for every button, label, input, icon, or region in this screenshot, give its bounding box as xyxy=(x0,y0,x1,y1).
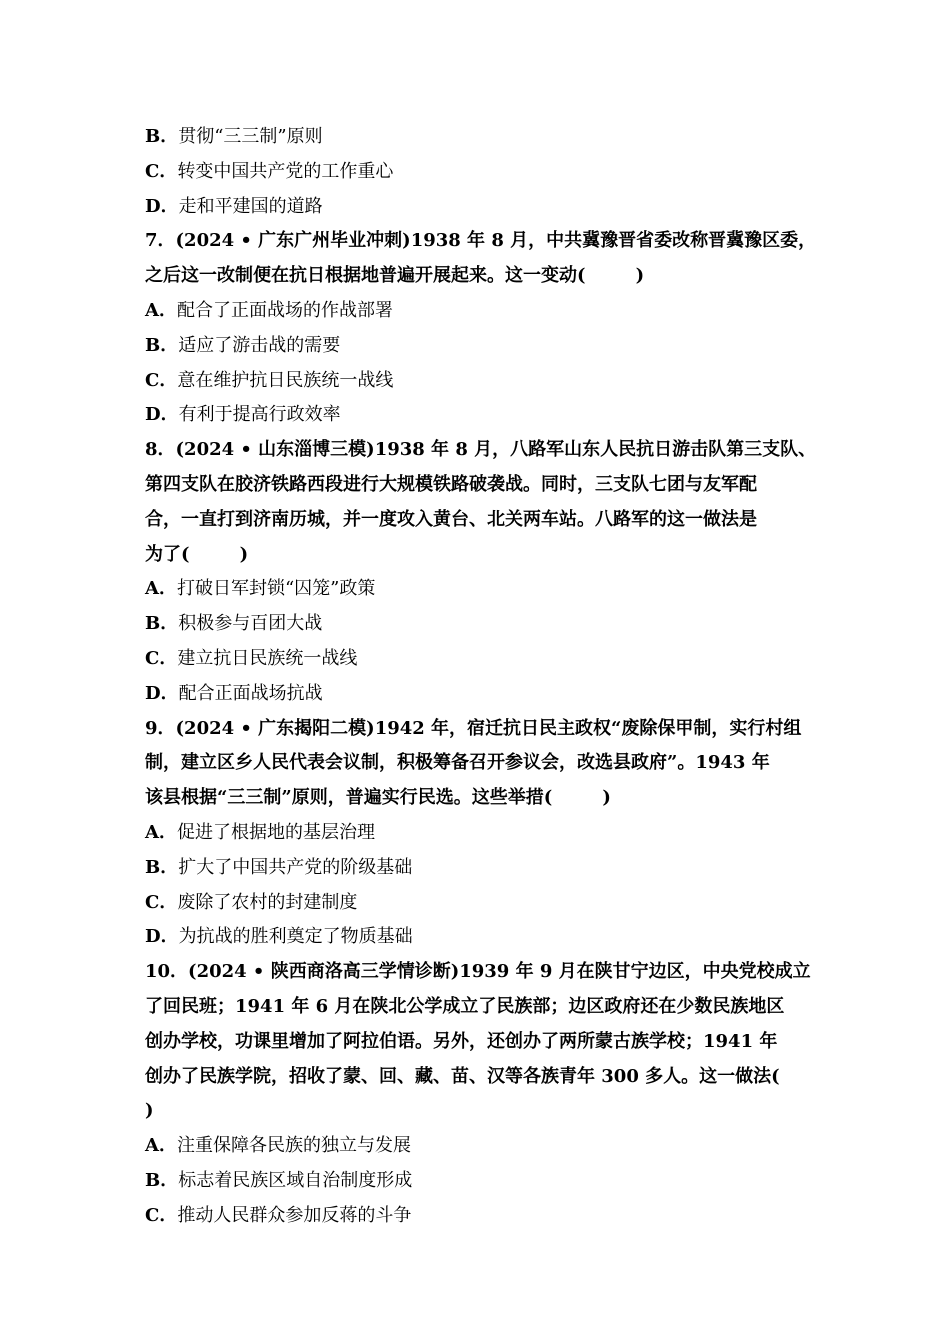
option-10b: B．标志着民族区域自治制度形成 xyxy=(145,1169,413,1191)
option-6c: C．转变中国共产党的工作重心 xyxy=(145,160,394,182)
question-9 xyxy=(145,712,810,956)
option-9d: D．为抗战的胜利奠定了物质基础 xyxy=(145,926,413,948)
question-9-stem-line-1: 9．(2024 • 广东揭阳二模)1942 年，宿迁抗日民主政权“废除保甲制，实行村组 xyxy=(145,717,802,739)
option-6b: B．贯彻“三三制”原则 xyxy=(145,126,323,147)
question-10 xyxy=(145,955,810,1233)
option-7d: D．有利于提高行政效率 xyxy=(145,404,341,426)
question-6-options xyxy=(145,120,810,224)
option-9b: B．扩大了中国共产党的阶级基础 xyxy=(145,856,413,878)
option-6d: D．走和平建国的道路 xyxy=(145,195,323,217)
option-9a: A．促进了根据地的基层治理 xyxy=(145,821,375,843)
option-7b: B．适应了游击战的需要 xyxy=(145,334,341,356)
question-10-stem-line-5: ) xyxy=(145,1100,154,1122)
question-10-stem-line-3: 创办学校，功课里增加了阿拉伯语。另外，还创办了两所蒙古族学校；1941 年 xyxy=(145,1030,778,1052)
exam-page xyxy=(145,120,817,1234)
question-9-stem-line-2: 制，建立区乡人民代表会议制，积极筹备召开参议会，改选县政府”。1943 年 xyxy=(145,752,770,774)
question-8-stem-line-4: 为了( ) xyxy=(145,543,249,565)
question-8-stem-line-1: 8．(2024 • 山东淄博三模)1938 年 8 月，八路军山东人民抗日游击队第三支队、 xyxy=(145,439,817,461)
question-7-stem-line-2: 之后这一改制便在抗日根据地普遍开展起来。这一变动( ) xyxy=(145,265,645,287)
question-8-stem-line-2: 第四支队在胶济铁路西段进行大规模铁路破袭战。同时，三支队七团与友军配 xyxy=(145,473,757,495)
option-10a: A．注重保障各民族的独立与发展 xyxy=(145,1135,411,1157)
option-8b: B．积极参与百团大战 xyxy=(145,613,323,635)
question-10-stem-line-1: 10．(2024 • 陕西商洛高三学情诊断)1939 年 9 月在陕甘宁边区，中央党校成立 xyxy=(145,961,811,983)
question-10-stem-line-2: 了回民班；1941 年 6 月在陕北公学成立了民族部；边区政府还在少数民族地区 xyxy=(145,995,785,1017)
option-10c: C．推动人民群众参加反蒋的斗争 xyxy=(145,1204,412,1226)
question-8-stem-line-3: 合，一直打到济南历城，并一度攻入黄台、北关两车站。八路军的这一做法是 xyxy=(145,508,757,530)
option-7c: C．意在维护抗日民族统一战线 xyxy=(145,369,394,391)
question-7-stem-line-1: 7．(2024 • 广东广州毕业冲刺)1938 年 8 月，中共冀豫晋省委改称晋冀豫区委， xyxy=(145,230,817,252)
option-9c: C．废除了农村的封建制度 xyxy=(145,891,358,913)
option-8d: D．配合正面战场抗战 xyxy=(145,682,323,704)
option-7a: A．配合了正面战场的作战部署 xyxy=(145,299,393,321)
question-10-stem-line-4: 创办了民族学院，招收了蒙、回、藏、苗、汉等各族青年 300 多人。这一做法( xyxy=(145,1065,780,1087)
question-8 xyxy=(145,433,817,711)
option-8a: A．打破日军封锁“囚笼”政策 xyxy=(145,578,376,600)
question-7 xyxy=(145,224,817,433)
option-8c: C．建立抗日民族统一战线 xyxy=(145,647,358,669)
question-9-stem-line-3: 该县根据“三三制”原则，普遍实行民选。这些举措( ) xyxy=(145,787,611,809)
